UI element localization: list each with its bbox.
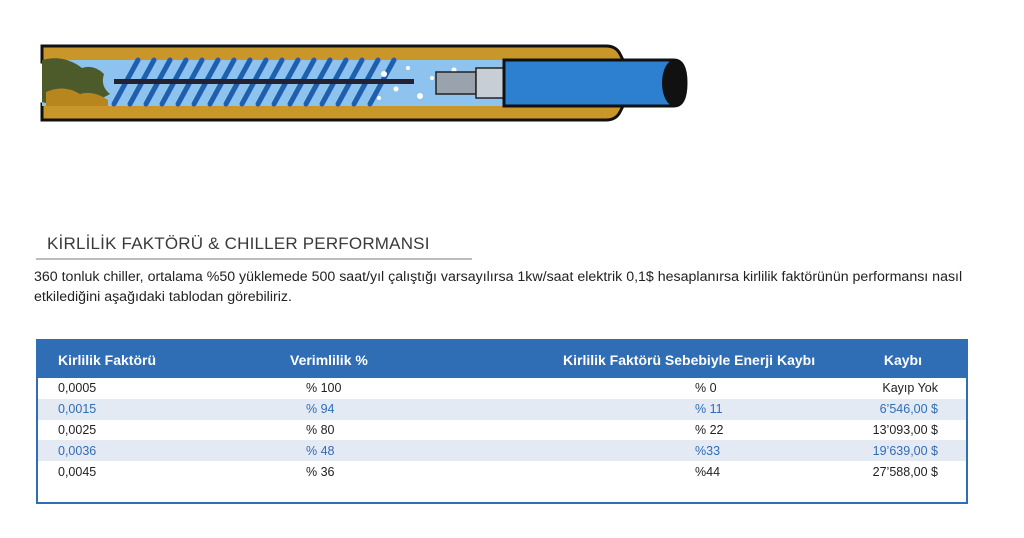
cell-efficiency: % 94 — [306, 402, 335, 417]
intro-paragraph: 360 tonluk chiller, ortalama %50 yüklemede 500 saat/yıl çalıştığı varsayılırsa 1kw/saat elektrik 0,1$ hesaplanırsa kirlilik faktörünün performansı nasıl etkilediğini aşağıdaki tablodan görebiliriz. — [34, 269, 963, 305]
table-row — [38, 461, 966, 482]
cell-efficiency: % 100 — [306, 381, 342, 396]
performance-table — [36, 339, 968, 504]
table-header-row — [38, 341, 966, 378]
title-underline — [36, 258, 472, 260]
cell-energy-loss: % 22 — [695, 422, 724, 437]
cell-loss: 27’588,00 $ — [872, 464, 938, 479]
cell-fouling-factor: 0,0036 — [58, 443, 97, 458]
header-energy-loss: Kirlilik Faktörü Sebebiyle Enerji Kaybı — [563, 351, 816, 368]
section-title: KİRLİLİK FAKTÖRÜ & CHILLER PERFORMANSI — [47, 234, 430, 253]
cell-fouling-factor: 0,0005 — [58, 381, 97, 396]
cell-energy-loss: % 0 — [695, 381, 717, 396]
cell-efficiency: % 48 — [306, 443, 335, 458]
table-row — [38, 420, 966, 441]
tube-cleaning-brush-illustration — [34, 34, 694, 144]
cell-efficiency: % 80 — [306, 422, 335, 437]
cell-fouling-factor: 0,0015 — [58, 402, 97, 417]
cell-loss: 6’546,00 $ — [879, 402, 938, 417]
table-row — [38, 440, 966, 461]
header-loss: Kaybı — [883, 351, 922, 368]
header-efficiency: Verimlilik % — [290, 351, 368, 368]
cell-energy-loss: %44 — [695, 464, 721, 479]
cell-energy-loss: %33 — [695, 443, 721, 458]
cell-fouling-factor: 0,0025 — [58, 422, 97, 437]
cell-efficiency: % 36 — [306, 464, 335, 479]
table-row — [38, 378, 966, 399]
cell-loss: 13’093,00 $ — [872, 422, 938, 437]
cell-loss: 19’639,00 $ — [872, 443, 938, 458]
table-row — [38, 399, 966, 420]
cell-fouling-factor: 0,0045 — [58, 464, 97, 479]
header-fouling-factor: Kirlilik Faktörü — [58, 351, 157, 368]
cell-loss: Kayıp Yok — [882, 381, 938, 396]
cell-energy-loss: % 11 — [695, 402, 723, 417]
